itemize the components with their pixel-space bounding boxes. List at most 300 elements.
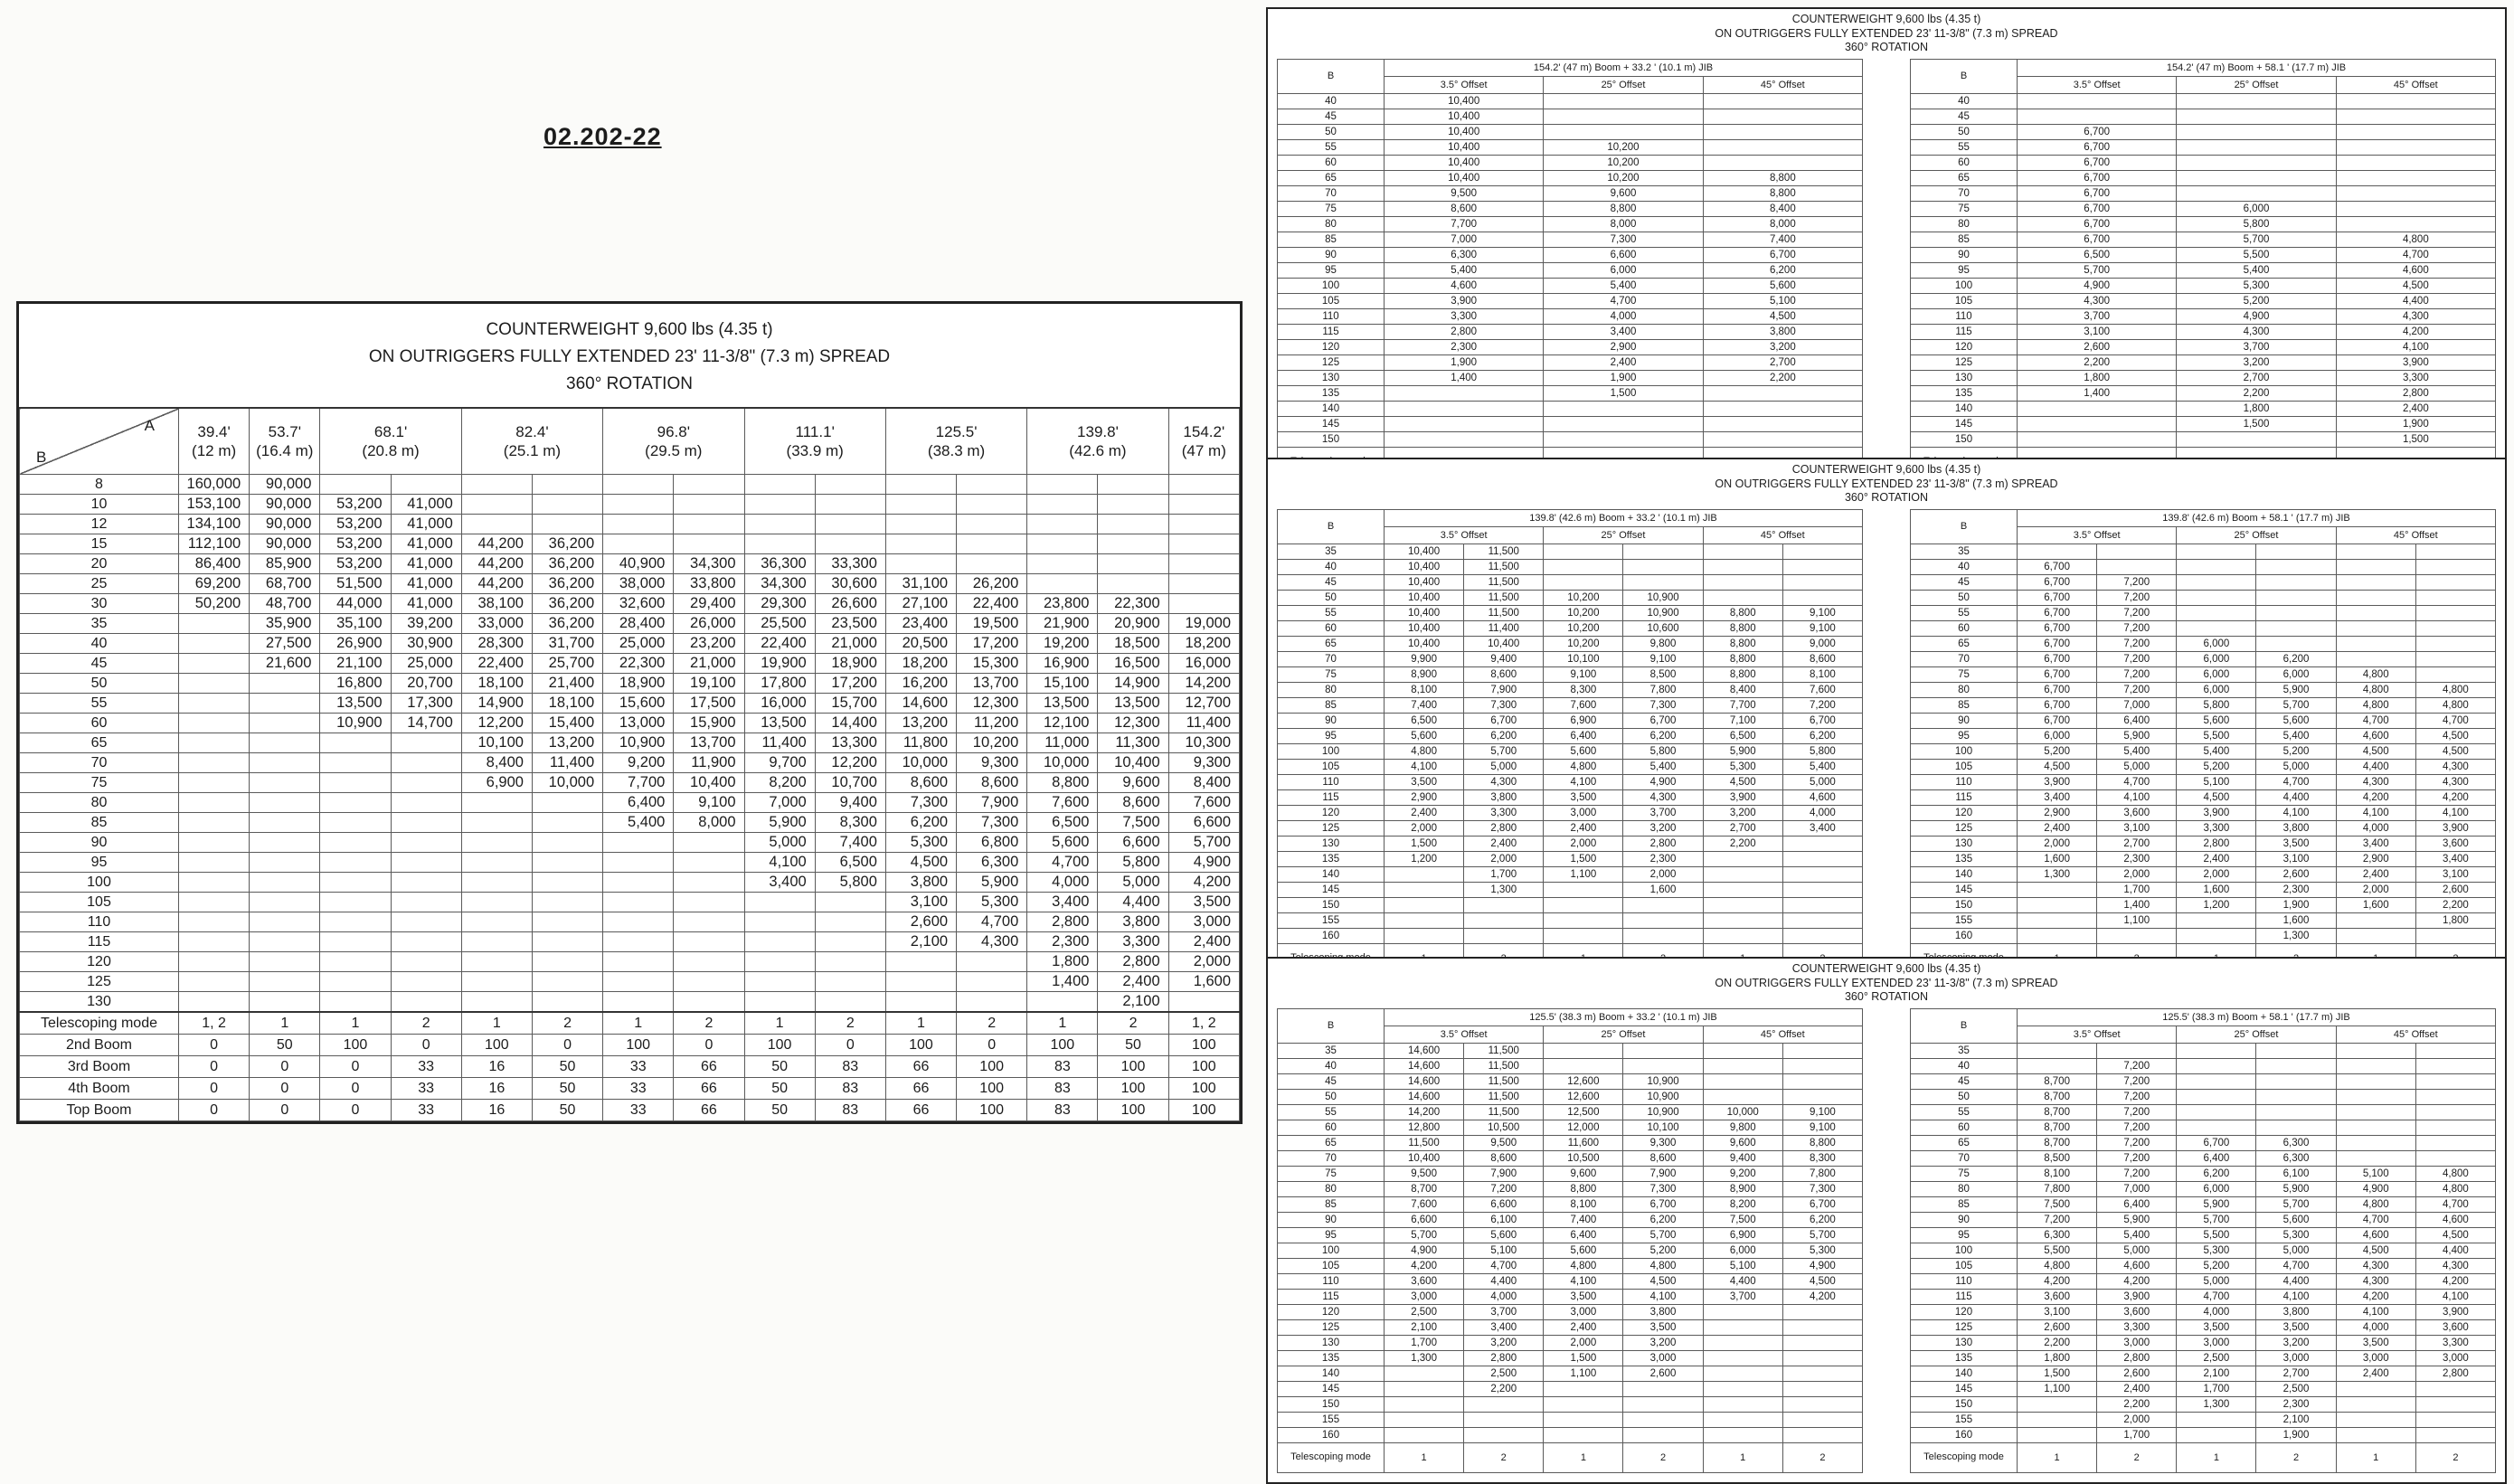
load-value xyxy=(250,773,320,793)
load-value: 6,700 xyxy=(2177,1135,2256,1150)
load-value: 6,600 xyxy=(1098,833,1168,853)
load-value xyxy=(674,495,744,515)
load-value: 13,700 xyxy=(674,733,744,753)
load-value: 8,200 xyxy=(744,773,815,793)
radius-label: 85 xyxy=(1911,1196,2018,1212)
load-value: 5,500 xyxy=(2018,1243,2097,1258)
load-value: 7,700 xyxy=(1703,697,1782,713)
load-value: 8,800 xyxy=(1703,620,1782,636)
radius-label: 130 xyxy=(1278,370,1385,385)
boom-length-header xyxy=(1027,408,1168,475)
b-header: B xyxy=(1911,59,2018,93)
load-value xyxy=(1385,416,1544,431)
load-value: 4,700 xyxy=(2177,1289,2256,1304)
load-value xyxy=(2256,1120,2336,1135)
radius-label: 150 xyxy=(1911,431,2018,447)
telescoping-mode: 2 xyxy=(1464,1442,1544,1472)
load-value xyxy=(1703,559,1782,574)
radius-label: 110 xyxy=(20,912,179,932)
load-value: 14,400 xyxy=(815,714,885,733)
radius-label: 125 xyxy=(1911,820,2018,836)
load-value: 11,500 xyxy=(1464,605,1544,620)
radius-label: 95 xyxy=(1278,728,1385,743)
load-value: 2,300 xyxy=(2256,882,2336,897)
load-value xyxy=(461,833,532,853)
load-value: 4,700 xyxy=(1464,1258,1544,1273)
table-row xyxy=(1278,805,1863,820)
boom-length-feet: 82.4' xyxy=(515,423,549,440)
load-value: 8,700 xyxy=(2018,1089,2097,1104)
load-value xyxy=(2256,620,2336,636)
load-value: 39,200 xyxy=(391,614,461,634)
load-value xyxy=(885,952,956,972)
load-value: 31,700 xyxy=(532,634,602,654)
load-value: 13,000 xyxy=(603,714,674,733)
load-value xyxy=(320,753,391,773)
load-value: 1,700 xyxy=(2097,1427,2177,1442)
load-value: 18,100 xyxy=(461,674,532,694)
load-value: 7,200 xyxy=(2097,1089,2177,1104)
load-value: 5,600 xyxy=(1385,728,1464,743)
load-value xyxy=(1703,1427,1782,1442)
load-value xyxy=(391,733,461,753)
load-value xyxy=(1703,866,1782,882)
radius-label: 140 xyxy=(1278,866,1385,882)
load-value: 33,000 xyxy=(461,614,532,634)
load-value: 4,000 xyxy=(2336,1319,2415,1335)
radius-label: 130 xyxy=(1911,370,2018,385)
load-value: 3,800 xyxy=(2256,1304,2336,1319)
radius-label: 130 xyxy=(20,992,179,1013)
load-value: 16,200 xyxy=(885,674,956,694)
load-value: 25,000 xyxy=(603,634,674,654)
load-value: 19,100 xyxy=(674,674,744,694)
telescoping-mode: 2 xyxy=(2256,1442,2336,1472)
table-row xyxy=(1911,1335,2496,1350)
load-value: 9,600 xyxy=(1544,185,1703,201)
table-row xyxy=(1911,339,2496,354)
load-value: 11,400 xyxy=(1464,620,1544,636)
radius-label: 75 xyxy=(1911,201,2018,216)
load-value: 17,300 xyxy=(391,694,461,714)
load-value: 13,500 xyxy=(744,714,815,733)
load-value: 2,600 xyxy=(885,912,956,932)
load-value: 3,300 xyxy=(2415,1335,2495,1350)
load-value xyxy=(1782,1366,1862,1381)
load-value: 4,800 xyxy=(1385,743,1464,759)
load-value: 53,200 xyxy=(320,515,391,534)
load-value: 3,000 xyxy=(1168,912,1239,932)
load-value: 21,000 xyxy=(815,634,885,654)
load-value: 11,300 xyxy=(1098,733,1168,753)
radius-label: 45 xyxy=(1278,574,1385,590)
load-value: 3,900 xyxy=(2018,774,2097,789)
load-value: 3,800 xyxy=(2256,820,2336,836)
boom-length-feet: 125.5' xyxy=(935,423,978,440)
load-value: 6,700 xyxy=(2018,139,2177,155)
b-header: B xyxy=(1278,509,1385,544)
radius-label: 105 xyxy=(1911,1258,2018,1273)
load-value xyxy=(250,813,320,833)
load-value: 21,900 xyxy=(1027,614,1098,634)
load-value: 8,300 xyxy=(815,813,885,833)
load-value xyxy=(744,972,815,992)
load-value xyxy=(1544,544,1623,559)
offset-header: 45° Offset xyxy=(1703,76,1862,93)
radius-label: 150 xyxy=(1278,431,1385,447)
footer-value: 50 xyxy=(744,1078,815,1100)
load-value: 12,100 xyxy=(1027,714,1098,733)
footer-value: 0 xyxy=(391,1035,461,1056)
load-value: 2,300 xyxy=(1623,851,1703,866)
radius-label: 90 xyxy=(1278,1212,1385,1227)
load-value xyxy=(391,793,461,813)
radius-label: 65 xyxy=(1278,1135,1385,1150)
load-value: 2,700 xyxy=(1703,820,1782,836)
load-value xyxy=(179,873,250,893)
offset-header: 45° Offset xyxy=(2336,76,2495,93)
table-row xyxy=(1911,805,2496,820)
load-value: 9,100 xyxy=(1782,1104,1862,1120)
radius-label: 20 xyxy=(20,554,179,574)
radius-label: 70 xyxy=(20,753,179,773)
load-value: 5,900 xyxy=(957,873,1027,893)
load-value: 6,400 xyxy=(2097,1196,2177,1212)
footer-value: 83 xyxy=(815,1056,885,1078)
load-value xyxy=(532,515,602,534)
title-rotation: 360° ROTATION xyxy=(566,374,693,393)
load-value xyxy=(2415,1089,2495,1104)
load-value: 8,100 xyxy=(1782,666,1862,682)
load-value xyxy=(815,893,885,912)
radius-label: 95 xyxy=(20,853,179,873)
load-value: 8,800 xyxy=(1703,605,1782,620)
load-value: 2,400 xyxy=(1544,354,1703,370)
load-value xyxy=(250,893,320,912)
load-value xyxy=(1385,1381,1464,1396)
telescoping-row xyxy=(1278,1442,1863,1472)
load-value xyxy=(1385,928,1464,943)
load-value: 7,500 xyxy=(1098,813,1168,833)
load-value: 8,300 xyxy=(1544,682,1623,697)
radius-label: 50 xyxy=(1278,124,1385,139)
telescoping-row xyxy=(1911,1442,2496,1472)
load-value: 2,900 xyxy=(2336,851,2415,866)
load-value xyxy=(2336,201,2495,216)
load-value xyxy=(1544,897,1623,912)
table-row xyxy=(1911,185,2496,201)
boom-length-feet: 111.1' xyxy=(795,423,835,440)
table-row xyxy=(1911,324,2496,339)
table-row xyxy=(20,873,1240,893)
load-value xyxy=(2097,559,2177,574)
footer-value: 66 xyxy=(885,1056,956,1078)
load-value: 7,000 xyxy=(744,793,815,813)
table-row xyxy=(1911,851,2496,866)
load-value xyxy=(532,793,602,813)
load-value xyxy=(1623,1412,1703,1427)
load-value: 16,500 xyxy=(1098,654,1168,674)
load-value xyxy=(1385,431,1544,447)
load-value: 6,500 xyxy=(2018,247,2177,262)
load-value: 6,000 xyxy=(2177,651,2256,666)
load-value: 4,500 xyxy=(2177,789,2256,805)
load-value: 2,700 xyxy=(2097,836,2177,851)
load-value: 22,400 xyxy=(744,634,815,654)
load-value: 69,200 xyxy=(179,574,250,594)
telescoping-label: Telescoping mode xyxy=(1911,1442,2018,1472)
load-value: 2,500 xyxy=(2177,1350,2256,1366)
table-row xyxy=(1278,774,1863,789)
table-row xyxy=(20,853,1240,873)
load-value: 90,000 xyxy=(250,475,320,495)
load-value: 4,400 xyxy=(2415,1243,2495,1258)
table-row xyxy=(1911,682,2496,697)
load-value: 3,400 xyxy=(1544,324,1703,339)
load-value xyxy=(532,873,602,893)
load-value xyxy=(1027,574,1098,594)
load-value: 3,400 xyxy=(744,873,815,893)
table-row xyxy=(1911,216,2496,232)
offset-header: 25° Offset xyxy=(2177,76,2336,93)
table-row xyxy=(1911,1273,2496,1289)
radius-label: 160 xyxy=(1278,928,1385,943)
load-value xyxy=(250,793,320,813)
load-value: 5,300 xyxy=(2256,1227,2336,1243)
boom-length-meters: (20.8 m) xyxy=(362,442,420,459)
offset-header: 25° Offset xyxy=(1544,76,1703,93)
load-value: 22,300 xyxy=(1098,594,1168,614)
load-value: 6,200 xyxy=(1703,262,1862,278)
load-value: 9,700 xyxy=(744,753,815,773)
load-value: 19,000 xyxy=(1168,614,1239,634)
load-value xyxy=(957,515,1027,534)
radius-label: 125 xyxy=(20,972,179,992)
load-value: 5,600 xyxy=(2256,1212,2336,1227)
load-value: 3,700 xyxy=(2177,339,2336,354)
jib-footer xyxy=(1278,1442,1863,1472)
load-value xyxy=(674,912,744,932)
radius-label: 65 xyxy=(1911,636,2018,651)
footer-value: 33 xyxy=(603,1078,674,1100)
jib-header xyxy=(1911,1008,2496,1043)
radius-label: 120 xyxy=(1278,1304,1385,1319)
load-value: 9,200 xyxy=(1703,1166,1782,1181)
load-value: 3,900 xyxy=(2415,820,2495,836)
table-row xyxy=(1278,216,1863,232)
offset-header: 3.5° Offset xyxy=(2018,526,2177,544)
radius-label: 135 xyxy=(1911,851,2018,866)
load-value: 2,200 xyxy=(2177,385,2336,401)
telescoping-mode: 1 xyxy=(2177,1442,2256,1472)
table-row xyxy=(20,694,1240,714)
footer-value: 83 xyxy=(1027,1056,1098,1078)
load-value: 10,900 xyxy=(1623,605,1703,620)
load-value xyxy=(391,972,461,992)
radius-label: 105 xyxy=(1911,759,2018,774)
load-value: 14,600 xyxy=(1385,1073,1464,1089)
load-value: 6,700 xyxy=(2018,185,2177,201)
radius-label: 65 xyxy=(1278,636,1385,651)
table-row xyxy=(1278,247,1863,262)
load-value xyxy=(2415,1150,2495,1166)
load-value: 4,300 xyxy=(957,932,1027,952)
load-value: 3,500 xyxy=(2177,1319,2256,1335)
radius-label: 100 xyxy=(1911,1243,2018,1258)
radius-label: 8 xyxy=(20,475,179,495)
load-value: 10,400 xyxy=(1385,590,1464,605)
load-value xyxy=(320,475,391,495)
load-value: 2,400 xyxy=(2097,1381,2177,1396)
jib-body xyxy=(1911,544,2496,943)
load-value: 14,200 xyxy=(1385,1104,1464,1120)
radius-label: 125 xyxy=(1911,354,2018,370)
load-value xyxy=(1782,1073,1862,1089)
load-value xyxy=(250,912,320,932)
load-value: 3,000 xyxy=(2415,1350,2495,1366)
load-value xyxy=(1703,1319,1782,1335)
table-row xyxy=(20,833,1240,853)
jib-header xyxy=(1911,59,2496,93)
load-value: 4,800 xyxy=(2415,1181,2495,1196)
load-value: 3,800 xyxy=(1098,912,1168,932)
b-header: B xyxy=(1911,1008,2018,1043)
load-value xyxy=(2177,1412,2256,1427)
load-value: 2,600 xyxy=(2097,1366,2177,1381)
load-value xyxy=(2018,93,2177,109)
load-value: 3,300 xyxy=(1385,308,1544,324)
radius-label: 100 xyxy=(20,873,179,893)
radius-label: 70 xyxy=(1911,1150,2018,1166)
load-value: 4,300 xyxy=(2415,759,2495,774)
load-value: 85,900 xyxy=(250,554,320,574)
jib-body xyxy=(1278,544,1863,943)
b-header: B xyxy=(1911,509,2018,544)
load-value: 4,400 xyxy=(1464,1273,1544,1289)
load-value xyxy=(1703,1381,1782,1396)
load-value: 21,000 xyxy=(674,654,744,674)
table-row xyxy=(1278,354,1863,370)
title-counterweight: COUNTERWEIGHT 9,600 lbs (4.35 t) xyxy=(1791,463,1981,476)
table-row xyxy=(1278,339,1863,354)
load-value: 3,900 xyxy=(2097,1289,2177,1304)
load-value: 4,300 xyxy=(2177,324,2336,339)
load-value: 7,200 xyxy=(2097,620,2177,636)
load-value: 8,700 xyxy=(2018,1073,2097,1089)
load-value: 7,300 xyxy=(1623,697,1703,713)
radius-label: 80 xyxy=(1911,682,2018,697)
jib-table-125-33 xyxy=(1277,1008,1863,1473)
load-value: 10,400 xyxy=(1385,93,1544,109)
load-value: 10,600 xyxy=(1623,620,1703,636)
jib-table-125-58 xyxy=(1910,1008,2496,1473)
load-value: 4,500 xyxy=(2336,743,2415,759)
load-value xyxy=(1168,594,1239,614)
footer-value: 83 xyxy=(1027,1078,1098,1100)
load-value: 3,700 xyxy=(1464,1304,1544,1319)
radius-label: 145 xyxy=(1278,416,1385,431)
load-value: 9,600 xyxy=(1098,773,1168,793)
table-row xyxy=(1278,882,1863,897)
load-value: 5,400 xyxy=(2097,743,2177,759)
load-value xyxy=(250,733,320,753)
radius-label: 75 xyxy=(1911,1166,2018,1181)
footer-value: 100 xyxy=(603,1035,674,1056)
radius-label: 75 xyxy=(1911,666,2018,682)
footer-value: 83 xyxy=(815,1100,885,1121)
load-value: 8,300 xyxy=(1782,1150,1862,1166)
jib-header xyxy=(1278,59,1863,93)
load-value xyxy=(1544,1427,1623,1442)
load-value: 6,400 xyxy=(1544,1227,1623,1243)
load-value xyxy=(957,534,1027,554)
radius-label: 70 xyxy=(1911,651,2018,666)
load-value: 7,400 xyxy=(1385,697,1464,713)
radius-label: 145 xyxy=(1278,1381,1385,1396)
footer-row xyxy=(20,1012,1240,1035)
load-value: 6,200 xyxy=(885,813,956,833)
boom-length-header xyxy=(320,408,461,475)
load-value: 14,600 xyxy=(1385,1043,1464,1058)
radius-label: 60 xyxy=(1911,620,2018,636)
table-row xyxy=(1278,590,1863,605)
load-value: 11,000 xyxy=(1027,733,1098,753)
load-value: 3,700 xyxy=(1623,805,1703,820)
load-value: 36,200 xyxy=(532,534,602,554)
load-value: 4,800 xyxy=(2415,697,2495,713)
load-value xyxy=(2415,590,2495,605)
load-value: 7,600 xyxy=(1782,682,1862,697)
load-value: 4,000 xyxy=(2336,820,2415,836)
load-value: 5,900 xyxy=(2097,728,2177,743)
load-value: 13,300 xyxy=(815,733,885,753)
load-value: 5,200 xyxy=(2177,759,2256,774)
load-value: 3,600 xyxy=(2097,805,2177,820)
load-value: 4,400 xyxy=(2256,1273,2336,1289)
load-value: 10,400 xyxy=(1385,139,1544,155)
radius-label: 130 xyxy=(1911,836,2018,851)
load-value: 2,800 xyxy=(2415,1366,2495,1381)
load-value: 7,200 xyxy=(2097,1150,2177,1166)
load-value: 8,600 xyxy=(1782,651,1862,666)
load-value: 1,300 xyxy=(2018,866,2097,882)
load-value: 7,200 xyxy=(2018,1212,2097,1227)
load-value xyxy=(179,853,250,873)
table-row xyxy=(1911,1104,2496,1120)
load-value xyxy=(2415,1043,2495,1058)
load-value: 7,300 xyxy=(1464,697,1544,713)
load-value: 7,300 xyxy=(1544,232,1703,247)
load-value xyxy=(1464,897,1544,912)
radius-label: 55 xyxy=(1278,1104,1385,1120)
load-value: 2,000 xyxy=(1623,866,1703,882)
load-value: 7,200 xyxy=(2097,574,2177,590)
load-value: 26,900 xyxy=(320,634,391,654)
radius-label: 110 xyxy=(1278,1273,1385,1289)
load-value xyxy=(1623,1396,1703,1412)
load-value: 4,200 xyxy=(2415,789,2495,805)
load-value: 10,200 xyxy=(1544,636,1623,651)
load-value: 53,200 xyxy=(320,534,391,554)
load-value: 23,800 xyxy=(1027,594,1098,614)
load-value xyxy=(532,893,602,912)
load-value: 1,400 xyxy=(2097,897,2177,912)
load-value xyxy=(2415,651,2495,666)
load-value: 5,700 xyxy=(1464,743,1544,759)
load-value: 1,800 xyxy=(2018,1350,2097,1366)
footer-label: 3rd Boom xyxy=(20,1056,179,1078)
boom-jib-header: 139.8' (42.6 m) Boom + 33.2 ' (10.1 m) JIB xyxy=(1385,509,1863,526)
